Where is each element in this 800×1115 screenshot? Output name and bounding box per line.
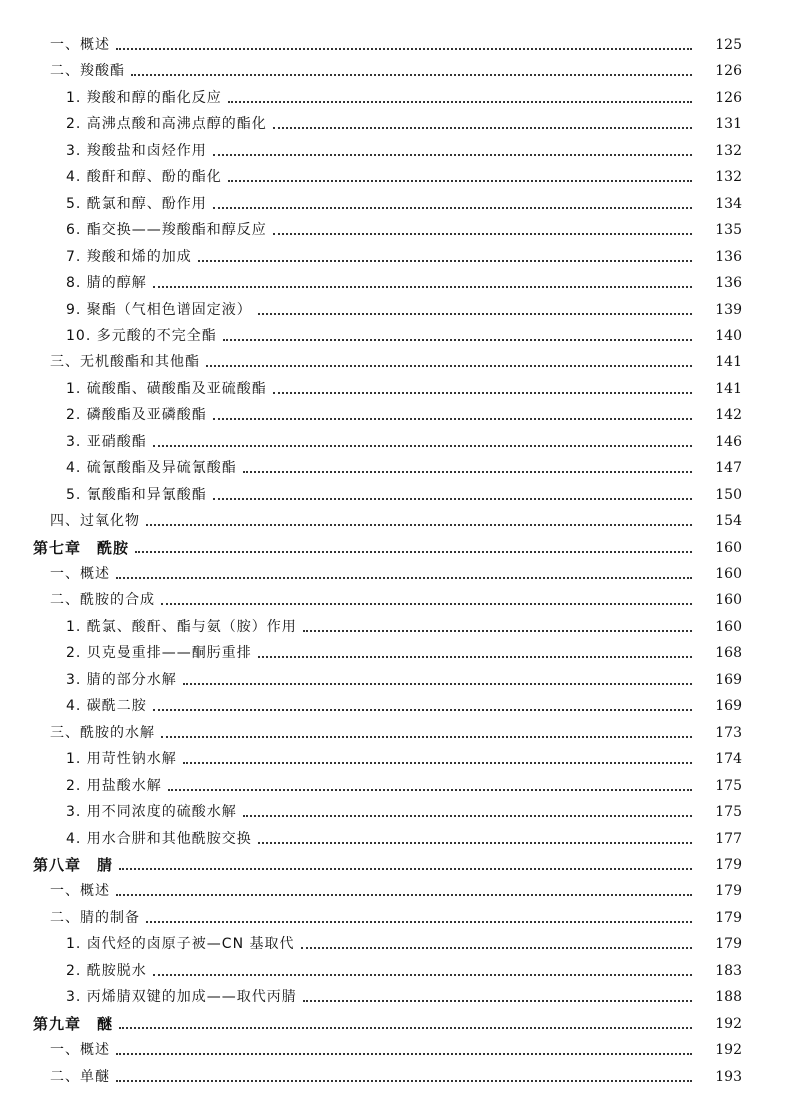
toc-entry-row xyxy=(0,769,800,795)
entry-title: 6. 酯交换——羧酸酯和醇反应 xyxy=(66,222,267,239)
toc-entry-row xyxy=(0,822,800,848)
dot-leader xyxy=(116,1080,692,1082)
dot-leader xyxy=(183,683,692,685)
chapter-title: 第八章 腈 xyxy=(33,855,114,874)
page-number: 175 xyxy=(715,804,742,821)
dot-leader xyxy=(116,577,692,579)
toc-entry-row xyxy=(0,134,800,160)
toc-entry-row xyxy=(0,874,800,900)
entry-title: 2. 磷酸酯及亚磷酸酯 xyxy=(66,407,207,424)
dot-leader xyxy=(161,603,692,605)
entry-title: 3. 用不同浓度的硫酸水解 xyxy=(66,804,237,821)
dot-leader xyxy=(153,709,692,711)
toc-entry-row xyxy=(0,293,800,319)
dot-leader xyxy=(153,974,692,976)
page-number: 192 xyxy=(715,1015,742,1032)
dot-leader xyxy=(183,762,692,764)
dot-leader xyxy=(243,815,692,817)
page-number: 179 xyxy=(715,856,742,873)
toc-chapter-row xyxy=(0,848,800,874)
chapter-title: 第七章 酰胺 xyxy=(33,538,130,557)
dot-leader xyxy=(153,445,692,447)
toc-entry-row xyxy=(0,398,800,424)
page-number: 136 xyxy=(715,248,742,265)
page-number: 177 xyxy=(715,830,742,847)
page-number: 150 xyxy=(715,486,742,503)
toc-entry-row xyxy=(0,81,800,107)
entry-title: 二、单醚 xyxy=(50,1068,110,1085)
toc-entry-row xyxy=(0,716,800,742)
entry-title: 7. 羧酸和烯的加成 xyxy=(66,248,192,265)
page-number: 126 xyxy=(715,89,742,106)
entry-title: 2. 贝克曼重排——酮肟重排 xyxy=(66,645,252,662)
chapter-title: 第九章 醚 xyxy=(33,1014,114,1033)
dot-leader xyxy=(258,313,692,315)
dot-leader xyxy=(168,789,692,791)
entry-title: 3. 丙烯腈双键的加成——取代丙腈 xyxy=(66,989,297,1006)
entry-title: 三、酰胺的水解 xyxy=(50,724,155,741)
page-number: 169 xyxy=(715,698,742,715)
dot-leader xyxy=(116,48,692,50)
entry-title: 3. 羧酸盐和卤烃作用 xyxy=(66,142,207,159)
toc-entry-row xyxy=(0,28,800,54)
entry-title: 二、腈的制备 xyxy=(50,909,140,926)
page-number: 179 xyxy=(715,909,742,926)
entry-title: 4. 用水合肼和其他酰胺交换 xyxy=(66,830,252,847)
dot-leader xyxy=(301,947,692,949)
toc-entry-row xyxy=(0,266,800,292)
toc-entry-row xyxy=(0,451,800,477)
dot-leader xyxy=(131,74,692,76)
page-number: 132 xyxy=(715,142,742,159)
page-number: 160 xyxy=(715,566,742,582)
page-number: 135 xyxy=(715,222,742,239)
toc-entry-row xyxy=(0,742,800,768)
entry-title: 9. 聚酯（气相色谱固定液） xyxy=(66,301,252,318)
page-number: 188 xyxy=(715,989,742,1006)
dot-leader xyxy=(228,101,692,103)
toc-entry-row xyxy=(0,107,800,133)
toc-entry-row xyxy=(0,213,800,239)
page-number: 134 xyxy=(715,195,742,212)
entry-title: 5. 氰酸酯和异氰酸酯 xyxy=(66,486,207,503)
page-number: 192 xyxy=(715,1042,742,1059)
toc-entry-row xyxy=(0,504,800,530)
page-number: 146 xyxy=(715,433,742,450)
dot-leader xyxy=(119,1027,692,1029)
page-number: 126 xyxy=(715,63,742,80)
toc-entry-row xyxy=(0,610,800,636)
dot-leader xyxy=(273,127,692,129)
toc-entry-row xyxy=(0,901,800,927)
entry-title: 10. 多元酸的不完全酯 xyxy=(66,327,217,344)
entry-title: 1. 卤代烃的卤原子被—CN 基取代 xyxy=(66,936,295,953)
page-number: 147 xyxy=(715,460,742,477)
page-number: 136 xyxy=(715,275,742,292)
toc-chapter-row xyxy=(0,531,800,557)
page-number: 168 xyxy=(715,645,742,662)
toc-entry-row xyxy=(0,54,800,80)
dot-leader xyxy=(213,207,692,209)
page-number: 141 xyxy=(715,354,742,371)
entry-title: 4. 硫氰酸酯及异硫氰酸酯 xyxy=(66,460,237,477)
page-number: 179 xyxy=(715,936,742,953)
entry-title: 1. 酰氯、酸酐、酯与氨（胺）作用 xyxy=(66,618,297,635)
toc-entry-row xyxy=(0,345,800,371)
toc-entry-row xyxy=(0,636,800,662)
toc-entry-row xyxy=(0,372,800,398)
page-number: 141 xyxy=(715,380,742,397)
toc-entry-row xyxy=(0,927,800,953)
page-number: 193 xyxy=(715,1068,742,1085)
dot-leader xyxy=(243,471,692,473)
toc-chapter-row xyxy=(0,1007,800,1033)
entry-title: 4. 碳酰二胺 xyxy=(66,698,147,715)
entry-title: 一、概述 xyxy=(50,1042,110,1059)
toc-entry-row xyxy=(0,689,800,715)
toc-entry-row xyxy=(0,1033,800,1059)
dot-leader xyxy=(116,894,692,896)
dot-leader xyxy=(119,868,692,870)
dot-leader xyxy=(116,1053,692,1055)
entry-title: 3. 亚硝酸酯 xyxy=(66,433,147,450)
dot-leader xyxy=(198,260,692,262)
entry-title: 3. 腈的部分水解 xyxy=(66,671,177,688)
page-number: 160 xyxy=(715,592,742,609)
toc-entry-row xyxy=(0,319,800,345)
dot-leader xyxy=(146,524,692,526)
entry-title: 三、无机酸酯和其他酯 xyxy=(50,354,200,371)
page-number: 142 xyxy=(715,407,742,424)
entry-title: 1. 羧酸和醇的酯化反应 xyxy=(66,89,222,106)
dot-leader xyxy=(258,656,692,658)
dot-leader xyxy=(213,498,692,500)
entry-title: 一、概述 xyxy=(50,37,110,53)
dot-leader xyxy=(161,736,692,738)
dot-leader xyxy=(223,339,692,341)
toc-entry-row xyxy=(0,663,800,689)
entry-title: 5. 酰氯和醇、酚作用 xyxy=(66,195,207,212)
page-number: 139 xyxy=(715,301,742,318)
page-number: 183 xyxy=(715,962,742,979)
dot-leader xyxy=(153,286,692,288)
page-number: 160 xyxy=(715,539,742,556)
dot-leader xyxy=(146,921,692,923)
dot-leader xyxy=(303,1000,692,1002)
page-number: 174 xyxy=(715,751,742,768)
dot-leader xyxy=(213,418,692,420)
dot-leader xyxy=(273,392,692,394)
page-number: 140 xyxy=(715,327,742,344)
page-number: 160 xyxy=(715,618,742,635)
toc-entry-row xyxy=(0,425,800,451)
entry-title: 8. 腈的醇解 xyxy=(66,275,147,292)
entry-title: 二、酰胺的合成 xyxy=(50,592,155,609)
dot-leader xyxy=(213,154,692,156)
toc-entry-row xyxy=(0,980,800,1006)
toc-entry-row xyxy=(0,954,800,980)
dot-leader xyxy=(303,630,692,632)
page-number: 132 xyxy=(715,169,742,186)
toc-entry-row xyxy=(0,795,800,821)
entry-title: 2. 高沸点酸和高沸点醇的酯化 xyxy=(66,116,267,133)
toc-entry-row xyxy=(0,478,800,504)
entry-title: 4. 酸酐和醇、酚的酯化 xyxy=(66,169,222,186)
toc-entry-row xyxy=(0,160,800,186)
entry-title: 2. 酰胺脱水 xyxy=(66,962,147,979)
entry-title: 1. 用苛性钠水解 xyxy=(66,751,177,768)
page-number: 173 xyxy=(715,724,742,741)
page-number: 154 xyxy=(715,513,742,530)
entry-title: 一、概述 xyxy=(50,883,110,900)
page-number: 169 xyxy=(715,671,742,688)
toc-entry-row xyxy=(0,187,800,213)
dot-leader xyxy=(206,365,692,367)
entry-title: 2. 用盐酸水解 xyxy=(66,777,162,794)
page-number: 175 xyxy=(715,777,742,794)
entry-title: 1. 硫酸酯、磺酸酯及亚硫酸酯 xyxy=(66,380,267,397)
dot-leader xyxy=(258,842,692,844)
entry-title: 二、羧酸酯 xyxy=(50,63,125,80)
entry-title: 一、概述 xyxy=(50,566,110,582)
page-number: 131 xyxy=(715,116,742,133)
toc-entry-row xyxy=(0,583,800,609)
toc-entry-row xyxy=(0,1060,800,1086)
entry-title: 四、过氧化物 xyxy=(50,513,140,530)
dot-leader xyxy=(135,551,692,553)
dot-leader xyxy=(273,233,692,235)
toc-entry-row xyxy=(0,557,800,583)
page-number: 179 xyxy=(715,883,742,900)
toc-entry-row xyxy=(0,240,800,266)
dot-leader xyxy=(228,180,692,182)
page-number: 125 xyxy=(715,37,742,53)
